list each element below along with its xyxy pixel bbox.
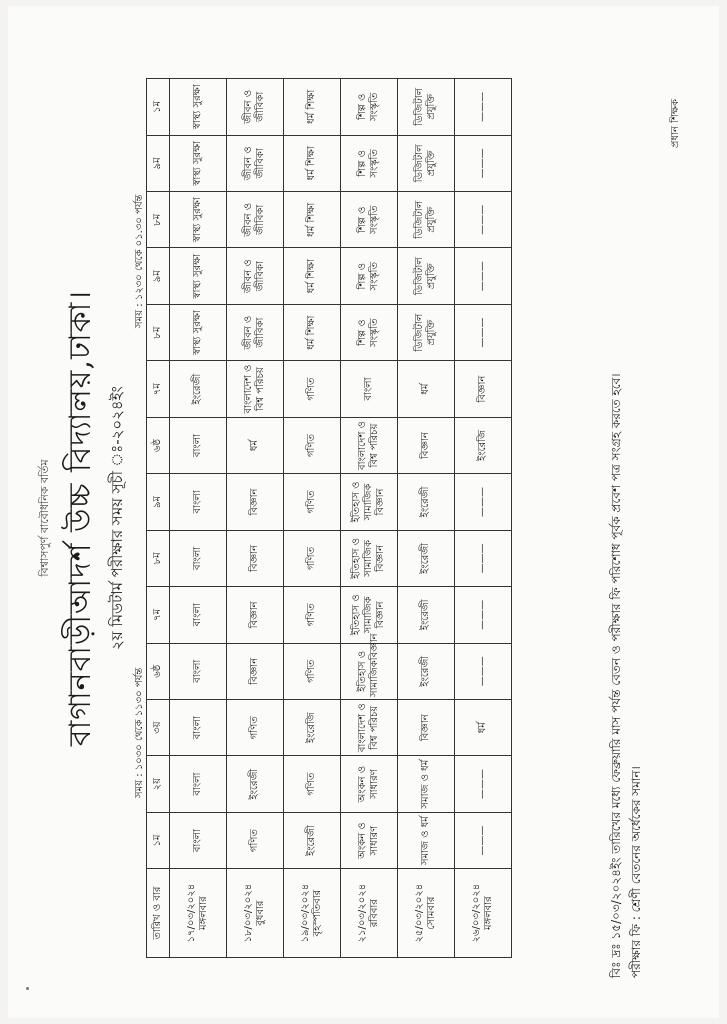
subject-cell: ———	[455, 812, 512, 868]
subject-cell: স্বাস্থ্য সুরক্ষা	[170, 192, 227, 248]
subject-cell: ধর্ম শিক্ষা	[284, 79, 341, 136]
exam-date: ১৭/০৩/২০২৪	[186, 883, 197, 943]
subject-cell: গণিত	[284, 756, 341, 812]
header-class: ৯ম	[147, 474, 170, 530]
header-subtitle: বিশ্বাসপুর্ণ বাবৌধনিক বর্তিম	[38, 459, 51, 577]
subject-cell: বাংলা	[170, 530, 227, 586]
subject-cell: গণিত	[284, 530, 341, 586]
date-day-cell	[227, 869, 284, 958]
subject-cell: বাংলা	[170, 699, 227, 755]
subject-cell: ইংরেজী	[227, 756, 284, 812]
time-second-shift: সময় : ১২৩০ থেকে ০১.৩০ পর্যন্ত	[134, 194, 145, 328]
table-row	[341, 79, 398, 958]
subject-cell: ধর্ম	[455, 699, 512, 755]
subject-cell: ডিজিটাল প্রযুক্তি	[398, 304, 455, 360]
note-exam-fee: পরীক্ষার ফি : শ্রেণী বেতনের অর্ধেকের সমান।	[629, 766, 643, 978]
subject-cell: ইতিহাস ও সামাজিক বিজ্ঞান	[341, 587, 398, 643]
subject-cell: জীবন ও জীবিকা	[227, 79, 284, 136]
rotated-content	[8, 18, 719, 1018]
subject-cell: স্বাস্থ্য সুরক্ষা	[170, 135, 227, 191]
subject-cell: বাংলা	[170, 643, 227, 699]
subject-cell: ইংরেজী	[398, 530, 455, 586]
header-class: ৭ম	[147, 587, 170, 643]
headmaster-signature: প্রধান শিক্ষক	[670, 99, 681, 148]
subject-cell: বাংলাদেশ ও বিশ্ব পরিচয়	[227, 361, 284, 417]
subject-cell: ———	[455, 248, 512, 304]
subject-cell: ইংরেজী	[284, 812, 341, 868]
exam-day: বৃহস্পতিবার	[312, 889, 323, 937]
subject-cell: ইংরেজী	[170, 361, 227, 417]
exam-date: ১৮/০৩/২০২৪	[243, 883, 254, 943]
exam-day: সোমবার	[426, 896, 437, 930]
subject-cell: শিল্প ও সংস্কৃতি	[341, 304, 398, 360]
subject-cell: বিজ্ঞান	[455, 361, 512, 417]
subject-cell: ইংরেজী	[398, 474, 455, 530]
subject-cell: ধর্ম শিক্ষা	[284, 304, 341, 360]
exam-date: ২৫/০৩/২০২৪	[414, 883, 425, 943]
subject-cell: বাংলাদেশ ও বিশ্ব পরিচয়	[341, 417, 398, 473]
subject-cell: ইতিহাস ও সামাজিকবিজ্ঞান	[341, 643, 398, 699]
table-row	[455, 79, 512, 958]
subject-cell: বিজ্ঞান	[398, 417, 455, 473]
date-day-cell	[170, 869, 227, 958]
header-class: ৯ম	[147, 135, 170, 191]
subject-cell: জীবন ও জীবিকা	[227, 135, 284, 191]
subject-cell: জীবন ও জীবিকা	[227, 192, 284, 248]
subject-cell: ইতিহাস ও সামাজিক বিজ্ঞান	[341, 530, 398, 586]
subject-cell: বাংলা	[170, 812, 227, 868]
date-day-cell	[284, 869, 341, 958]
subject-cell: ———	[455, 79, 512, 136]
subject-cell: বাংলা	[170, 756, 227, 812]
subject-cell: সমাজ ও ধর্ম	[398, 812, 455, 868]
subject-cell: ডিজিটাল প্রযুক্তি	[398, 79, 455, 136]
date-day-cell	[455, 869, 512, 958]
table-row	[284, 79, 341, 958]
subject-cell: অংকন ও সাধারণ	[341, 756, 398, 812]
subject-cell: ———	[455, 756, 512, 812]
hole-mark	[26, 987, 29, 990]
exam-date: ২৬/০৩/২০২৪	[471, 883, 482, 943]
exam-day: রবিবার	[369, 899, 380, 928]
subject-cell: ———	[455, 135, 512, 191]
exam-day: মঙ্গলবার	[198, 896, 209, 930]
header-class: ১ম	[147, 812, 170, 868]
header-class: ৬ষ্ঠ	[147, 417, 170, 473]
subject-cell: শিল্প ও সংস্কৃতি	[341, 248, 398, 304]
date-day-cell	[341, 869, 398, 958]
subject-cell: বিজ্ঞান	[227, 643, 284, 699]
exam-day: মঙ্গলবার	[483, 896, 494, 930]
subject-cell: ডিজিটাল প্রযুক্তি	[398, 248, 455, 304]
subject-cell: স্বাস্থ্য সুরক্ষা	[170, 79, 227, 136]
subject-cell: ডিজিটাল প্রযুক্তি	[398, 192, 455, 248]
subject-cell: বিজ্ঞান	[398, 699, 455, 755]
subject-cell: বাংলা	[170, 587, 227, 643]
exam-date: ১৯/০৩/২০২৪	[300, 883, 311, 943]
header-class: ৯ম	[147, 248, 170, 304]
subject-cell: ধর্ম	[398, 361, 455, 417]
subject-cell: ধর্ম শিক্ষা	[284, 192, 341, 248]
subject-cell: গণিত	[284, 361, 341, 417]
subject-cell: শিল্প ও সংস্কৃতি	[341, 79, 398, 136]
subject-cell: ইংরেজী	[398, 643, 455, 699]
subject-cell: ———	[455, 474, 512, 530]
school-name: বাগানবাড়ীআদর্শ উচ্চ বিদ্যালয়,ঢাকা।	[63, 289, 98, 747]
subject-cell: ধর্ম শিক্ষা	[284, 248, 341, 304]
exam-day: বুধবার	[255, 900, 266, 926]
subject-cell: ———	[455, 304, 512, 360]
header-class: ৭ম	[147, 361, 170, 417]
subject-cell: শিল্প ও সংস্কৃতি	[341, 192, 398, 248]
subject-cell: ধর্ম	[227, 417, 284, 473]
subject-cell: গণিত	[284, 474, 341, 530]
subject-cell: বাংলাদেশ ও বিশ্ব পরিচয়	[341, 699, 398, 755]
subject-cell: ———	[455, 643, 512, 699]
subject-cell: বাংলা	[170, 417, 227, 473]
subject-cell: অংকন ও সাধারণ	[341, 812, 398, 868]
document-page	[8, 6, 719, 1018]
subject-cell: বাংলা	[170, 474, 227, 530]
subject-cell: গণিত	[227, 699, 284, 755]
header-class: ৮ম	[147, 530, 170, 586]
subject-cell: স্বাস্থ্য সুরক্ষা	[170, 248, 227, 304]
subject-cell: ডিজিটাল প্রযুক্তি	[398, 135, 455, 191]
exam-title: ২য় মিডটার্ম পরীক্ষার সময় সূচী ঃ-২০২৪ইং	[108, 386, 126, 650]
subject-cell: জীবন ও জীবিকা	[227, 248, 284, 304]
subject-cell: বাংলা	[341, 361, 398, 417]
table-body	[170, 79, 512, 958]
note-admit-card: বিঃ দ্রঃ ১৫/০৩/২০২৪ইং তারিখের মধ্যে ফেব্রুয়ারি মাস পর্যন্ত বেতন ও পরীক্ষার ফি পরিশোধ পূর্বক প্রবেশ পত্র সংগ্রহ করতে হবে।	[609, 373, 623, 978]
subject-cell: ইংরেজি	[284, 699, 341, 755]
subject-cell: ইংরেজী	[398, 587, 455, 643]
subject-cell: শিল্প ও সংস্কৃতি	[341, 135, 398, 191]
table-header-row	[147, 79, 170, 958]
subject-cell: ———	[455, 530, 512, 586]
subject-cell: গণিত	[284, 417, 341, 473]
table-row	[170, 79, 227, 958]
time-first-shift: সময় : ১০৩০ থেকে ১১৩০ পর্যন্ত	[134, 667, 145, 798]
subject-cell: জীবন ও জীবিকা	[227, 304, 284, 360]
subject-cell: বিজ্ঞান	[227, 587, 284, 643]
subject-cell: বিজ্ঞান	[227, 474, 284, 530]
header-class: ৮ম	[147, 192, 170, 248]
subject-cell: গণিত	[284, 643, 341, 699]
table-row	[227, 79, 284, 958]
table-row	[398, 79, 455, 958]
subject-cell: স্বাস্থ্য সুরক্ষা	[170, 304, 227, 360]
subject-cell: গণিত	[227, 812, 284, 868]
header-class: ৬ষ্ঠ	[147, 643, 170, 699]
schedule-table	[146, 78, 512, 958]
exam-date: ২১/০৩/২০২৪	[357, 883, 368, 943]
subject-cell: ———	[455, 587, 512, 643]
subject-cell: ধর্ম শিক্ষা	[284, 135, 341, 191]
subject-cell: গণিত	[284, 587, 341, 643]
header-class: ২য়	[147, 756, 170, 812]
subject-cell: সমাজ ও ধর্ম	[398, 756, 455, 812]
header-class: ৩য়	[147, 699, 170, 755]
header-class: ১ম	[147, 79, 170, 136]
header-class: ৮ম	[147, 304, 170, 360]
header-date-day: তারিখ ও বার	[147, 869, 170, 958]
subject-cell: বিজ্ঞান	[227, 530, 284, 586]
subject-cell: ইংরেজি	[455, 417, 512, 473]
subject-cell: ইতিহাস ও সামাজিক বিজ্ঞান	[341, 474, 398, 530]
subject-cell: ———	[455, 192, 512, 248]
date-day-cell	[398, 869, 455, 958]
